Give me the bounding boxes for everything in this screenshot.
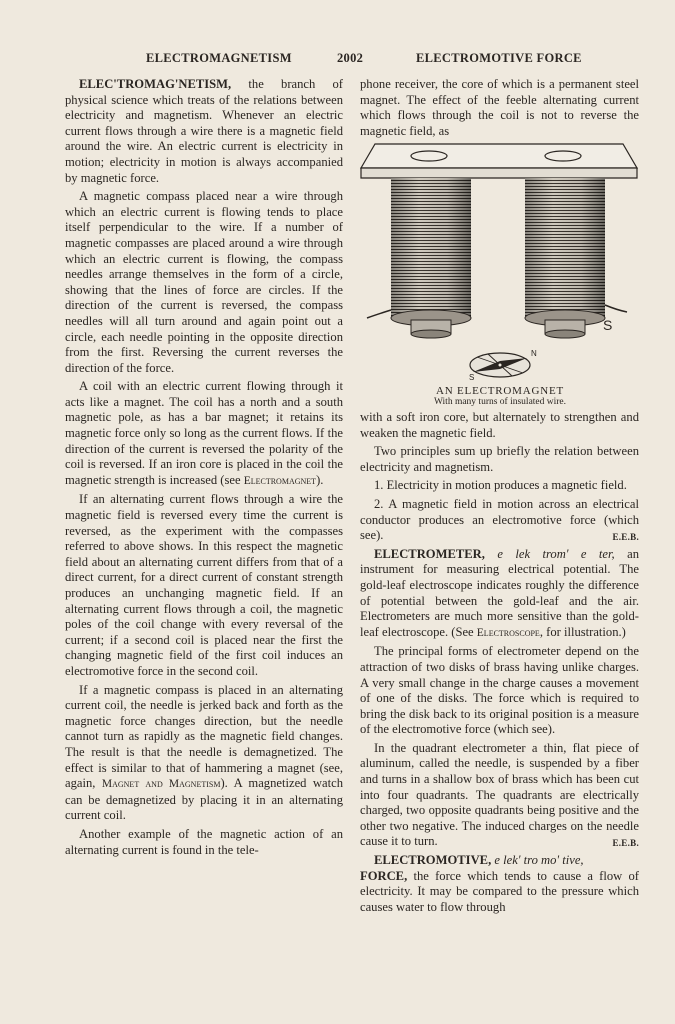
iron-yoke-plate	[361, 144, 637, 178]
compass-label-s: S	[469, 373, 475, 382]
left-column	[65, 77, 343, 861]
right-column-top	[360, 77, 639, 142]
paragraph-text: If a magnetic compass is placed in an alternating current coil, the needle is jerked back and forth as the magnetic force changes direction, but the needle cannot turn as rapidly as the magnetic field changes. The result is that the needle is demagnetized. The effect is similar to that of hammering a magnet (see, again,	[65, 682, 343, 791]
entry-term-electromotive: ELECTROMOTIVE,	[374, 853, 492, 868]
paragraph-demagnetize	[65, 683, 343, 824]
caption-title: AN ELECTROMAGNET	[436, 385, 564, 397]
paragraph-coil	[65, 379, 343, 489]
paragraph-text: 2. A magnetic field in motion across an electrical conductor produces an electromotive force (which see).	[360, 496, 639, 543]
electromotive-force-entry	[360, 853, 639, 915]
entry-term-electrometer: ELECTROMETER,	[374, 546, 485, 561]
paragraph-principles: Two principles sum up briefly the relation between electricity and magnetism.	[360, 444, 639, 474]
cross-reference-electromagnet: Electromagnet	[243, 474, 317, 487]
figure-caption	[355, 385, 645, 408]
right-column-bottom	[360, 410, 639, 918]
paragraph-continued: phone receiver, the core of which is a permanent steel magnet. The effect of the feeble alternating current which flows through the coil is not to reverse the magnetic field, as	[360, 77, 639, 138]
paragraph-principal-forms: The principal forms of electrometer depend on the attraction of two disks of brass having unlike charges. A very small change in the charge causes a movement of one of the disks. The force which is required to bring the disk back to its original position is a measure of the electromotive force (which see).	[360, 644, 639, 737]
entry-text: the force which tends to cause a flow of electricity. It may be compared to the pressure which causes water to flow through	[360, 868, 639, 914]
page-number: 2002	[337, 51, 364, 65]
author-signature: E.E.B.	[612, 532, 639, 543]
compass-label-n: N	[531, 349, 537, 358]
paragraph-telephone: Another example of the magnetic action of an alternating current is found in the tele-	[65, 826, 343, 857]
pronunciation: e lek' tro mo' tive,	[494, 853, 584, 868]
entry-text: an instrument for measuring electrical potential. The gold-leaf electroscope indicates roughly the difference of potential between the gold-leaf and the air. Electrometers are much more sensitive than the gold-leaf electroscope. (See	[360, 546, 640, 639]
entry-text: the branch of physical science which treats of the relations between electricity and magnetism. Whenever an electric current flows through a wire there is a magnetic field around the wire. An electric current is electricity in motion; electricity in motion is always accompanied by magnetic force.	[65, 77, 343, 185]
entry-term-force: FORCE,	[360, 868, 408, 883]
principle-two	[360, 497, 639, 544]
author-signature: E.E.B.	[612, 838, 639, 849]
caption-subtitle: With many turns of insulated wire.	[433, 397, 567, 407]
compass-icon	[470, 353, 530, 377]
right-coil	[525, 178, 627, 338]
paragraph-quadrant	[360, 741, 639, 850]
electromagnetism-entry	[65, 77, 343, 186]
pronunciation: e lek trom' e ter,	[484, 546, 615, 561]
paragraph-text: A coil with an electric current flowing through it acts like a magnet. The coil has a north and a south magnetic pole, as has a bar magnet; it retains its magnetic force only so long as the current flows. If the direction of the current is reversed the polarity of the coil is reversed. If an iron core is placed in the coil the magnetic strength is increased (see	[65, 379, 343, 487]
paragraph-text: ). A magnetized watch can be demagnetized by placing it in an alternating current coil.	[65, 776, 343, 823]
left-coil	[367, 178, 471, 338]
entry-text: , for illustration.)	[539, 624, 626, 639]
electromagnet-figure	[355, 140, 645, 410]
electrometer-entry	[360, 547, 639, 642]
header-left-title: ELECTROMAGNETISM	[146, 51, 292, 65]
paragraph-text: In the quadrant electrometer a thin, flat piece of aluminum, called the needle, is suspended by a fiber and turns in a shallow box of brass which has been cut into four quadrants. The quadrants are electrically charged, two opposite quadrants being positive and the other two negative. The induced charges on the needle cause it to turn.	[360, 740, 639, 849]
cross-reference-magnet: Magnet and Magnetism	[101, 778, 221, 791]
principle-one: 1. Electricity in motion produces a magnetic field.	[374, 478, 627, 493]
paragraph-compass: A magnetic compass placed near a wire through which an electric current is flowing tends to place itself perpendicular to the wire. If a number of magnetic compasses are placed around a wire through which an electric current is flowing, the compass needles arrange themselves in the form of a circle, showing that the lines of force are circles. If the direction of the current is reversed, the compass needles will all turn around and again point out a circle, each needle pointing in the opposite direction from the first. Reversing the current reverses the direction of the force.	[65, 189, 343, 375]
pole-label-s: S	[603, 317, 613, 333]
paragraph-continued-bottom: with a soft iron core, but alternately to strengthen and weaken the magnetic field.	[360, 410, 639, 440]
electromagnet-illustration	[355, 140, 645, 410]
paragraph-text: ).	[316, 472, 324, 487]
cross-reference-electroscope: Electroscope	[476, 626, 540, 639]
running-header	[0, 51, 675, 69]
header-right-title: ELECTROMOTIVE FORCE	[416, 51, 582, 65]
entry-term-electromagnetism: ELEC'TROMAG'NETISM,	[79, 77, 232, 91]
paragraph-alternating-current: If an alternating current flows through a wire the magnetic field is reversed every time the current is reversed, as the experiment with the compasses referred to above shows. In this respect the magnetic field about an alternating current differs from that of a direct current, for a direct current of constant strength produces an unchanging magnetic field. If an alternating current flows through a coil, the magnetic poles of the coil change with every reversal of the current; if a second coil is placed near the first the changing magnetic field of the first coil induces an electromotive force in the second coil.	[65, 492, 343, 678]
